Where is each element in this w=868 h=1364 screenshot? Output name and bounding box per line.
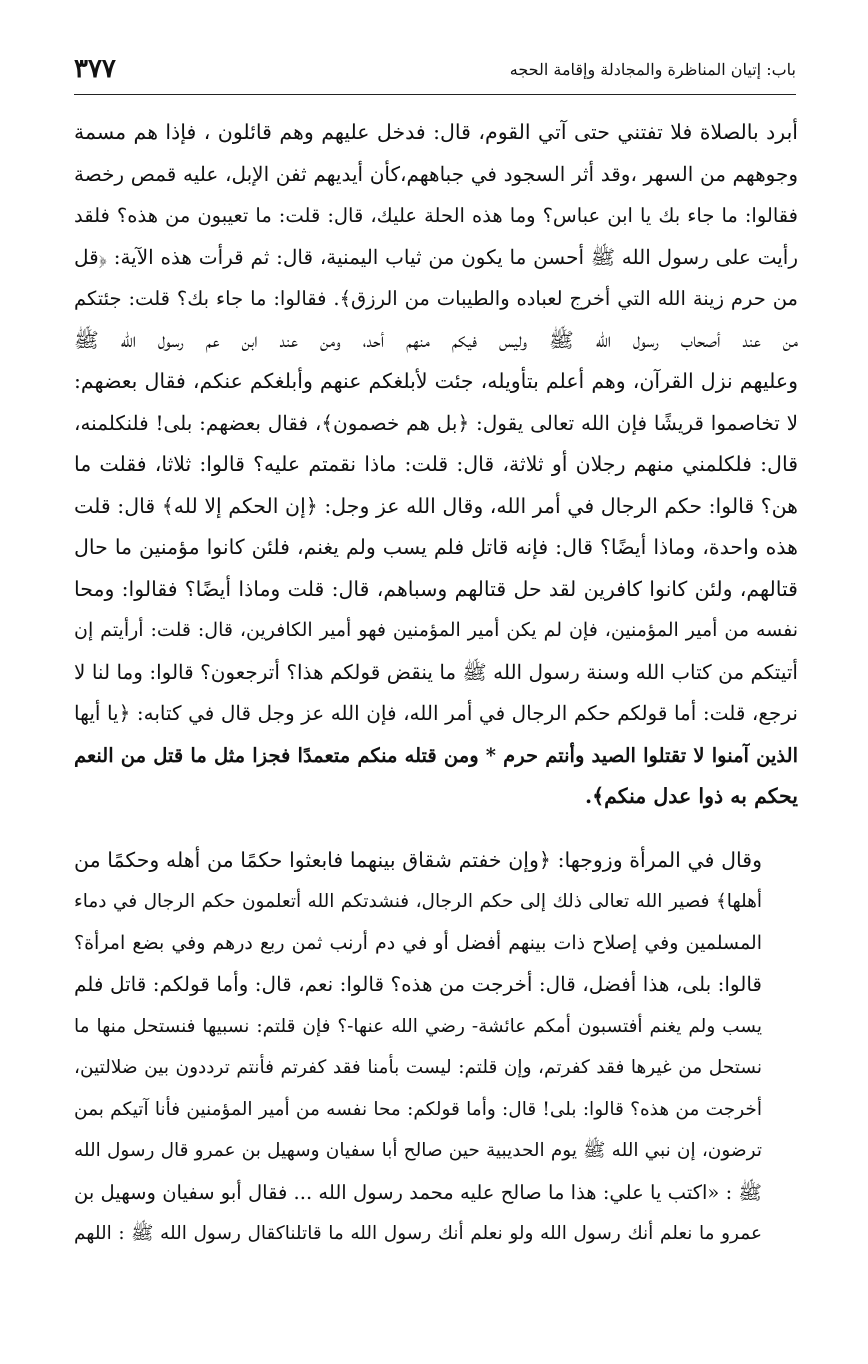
text-line: وعليهم نزل القرآن، وهم أعلم بتأويله، جئت لأبلغكم عنهم وأبلغكم عنكم، فقال بعضهم:: [74, 369, 798, 393]
text-line: نفسه من أمير المؤمنين، فإن لم يكن أمير المؤمنين فهو أمير الكافرين، قال: قلت: أرأيتم إن: [74, 619, 798, 641]
text-line: قال: فلكلمني منهم رجلان أو ثلاثة، قال: قلت: ماذا نقمتم عليه؟ قالوا: ثلاثا، فقلت ما: [74, 452, 798, 476]
page-number: ٣٧٧: [74, 54, 116, 84]
text-line: يحكم به ذوا عدل منكم﴾.: [584, 784, 798, 808]
text-line: عمرو ما نعلم أنك رسول الله ولو نعلم أنك رسول الله ما قاتلناكقال رسول الله ﷺ : اللهم: [74, 1223, 762, 1244]
text-line: وقال في المرأة وزوجها: ﴿وإن خفتم شقاق بينهما فابعثوا حكمًا من أهله وحكمًا من: [74, 847, 762, 872]
body-text: [74, 112, 798, 1255]
header-divider: [74, 94, 796, 95]
page-header: [74, 52, 796, 92]
text-line: قالوا: بلى، هذا أفضل، قال: أخرجت من هذه؟ قالوا: نعم، قال: وأما قولكم: قاتل فلم: [74, 972, 762, 996]
text-line: قتالهم، ولئن كانوا كافرين لقد حل قتالهم وسباهم، قال: قلت وماذا أيضًا؟ فقالوا: ومحا: [74, 576, 798, 601]
text-line: أخرجت من هذه؟ قالوا: بلى! قال: وأما قولكم: محا نفسه من أمير المؤمنين فأنا آتيكم بمن: [74, 1098, 762, 1120]
text-line: من حرم زينة الله التي أخرج لعباده والطيبات من الرزق﴾. فقالوا: ما جاء بك؟ قلت: جئتكم: [74, 287, 798, 310]
text-line: رأيت على رسول الله ﷺ أحسن ما يكون من ثياب اليمنية، قال: ثم قرأت هذه الآية: ﴿قل: [74, 244, 798, 269]
text-line: وجوههم من السهر ،وقد أثر السجود في جباههم،كأن أيديهم ثفن الإبل، عليه قمص رخصة: [74, 161, 798, 186]
text-line: يسب ولم يغنم أفتسبون أمكم عائشة- رضي الله عنها-؟ فإن قلتم: نسبيها فنستحل منها ما: [74, 1015, 762, 1037]
text-line: نستحل من غيرها فقد كفرتم، وإن قلتم: ليست بأمنا فقد كفرتم فأنتم ترددون بين ضلالتين،: [74, 1057, 762, 1078]
text-line: هذه واحدة، وماذا أيضًا؟ قال: فإنه قاتل فلم يسب ولم يغنم، فلئن كانوا مؤمنين ما حال: [74, 535, 798, 559]
text-line: الذين آمنوا لا تقتلوا الصيد وأنتم حرم * ومن قتله منكم متعمدًا فجزا مثل ما قتل من النعم: [74, 743, 798, 767]
text-line: لا تخاصموا قريشًا فإن الله تعالى يقول: ﴿بل هم خصمون﴾، فقال بعضهم: بلى! فلنكلمنه،: [74, 410, 798, 435]
text-line: نرجع، قلت: أما قولكم حكم الرجال في أمر الله، فإن الله عز وجل قال في كتابه: ﴿يا أيها: [74, 701, 798, 725]
text-line: ترضون، إن نبي الله ﷺ يوم الحديبية حين صالح أبا سفيان وسهيل بن عمرو قال رسول الله: [74, 1140, 762, 1161]
chapter-title: باب: إتيان المناظرة والمجادلة وإقامة الحجه: [509, 60, 796, 79]
text-line: أبرد بالصلاة فلا تفتني حتى آتي القوم، قال: فدخل عليهم وهم قائلون ، فإذا هم مسمة: [74, 120, 798, 144]
text-line: من عند أصحاب رسول الله ﷺ وليس فيكم منهم أحد، ومن عند ابن عم رسول الله ﷺ: [74, 327, 798, 352]
text-line: فقالوا: ما جاء بك يا ابن عباس؟ وما هذه الحلة عليك، قال: قلت: ما تعيبون من هذه؟ فلقد: [74, 204, 798, 227]
text-line: أهلها﴾ فصير الله تعالى ذلك إلى حكم الرجال، فنشدتكم الله أتعلمون حكم الرجال في دماء: [74, 891, 762, 912]
text-line: ﷺ : «اكتب يا علي: هذا ما صالح عليه محمد رسول الله ... فقال أبو سفيان وسهيل بن: [74, 1180, 762, 1204]
text-line: هن؟ قالوا: حكم الرجال في أمر الله، وقال الله عز وجل: ﴿إن الحكم إلا لله﴾ قال: قلت: [74, 493, 798, 518]
paragraph-2: [74, 840, 798, 1255]
paragraph-1: [74, 112, 798, 818]
text-line: أتيتكم من كتاب الله وسنة رسول الله ﷺ ما ينقض قولكم هذا؟ أترجعون؟ قالوا: وما لنا لا: [74, 659, 798, 684]
text-line: المسلمين وفي إصلاح ذات بينهم أفضل أو في دم أرنب ثمن ربع درهم وفي بضع امرأة؟: [74, 931, 762, 954]
